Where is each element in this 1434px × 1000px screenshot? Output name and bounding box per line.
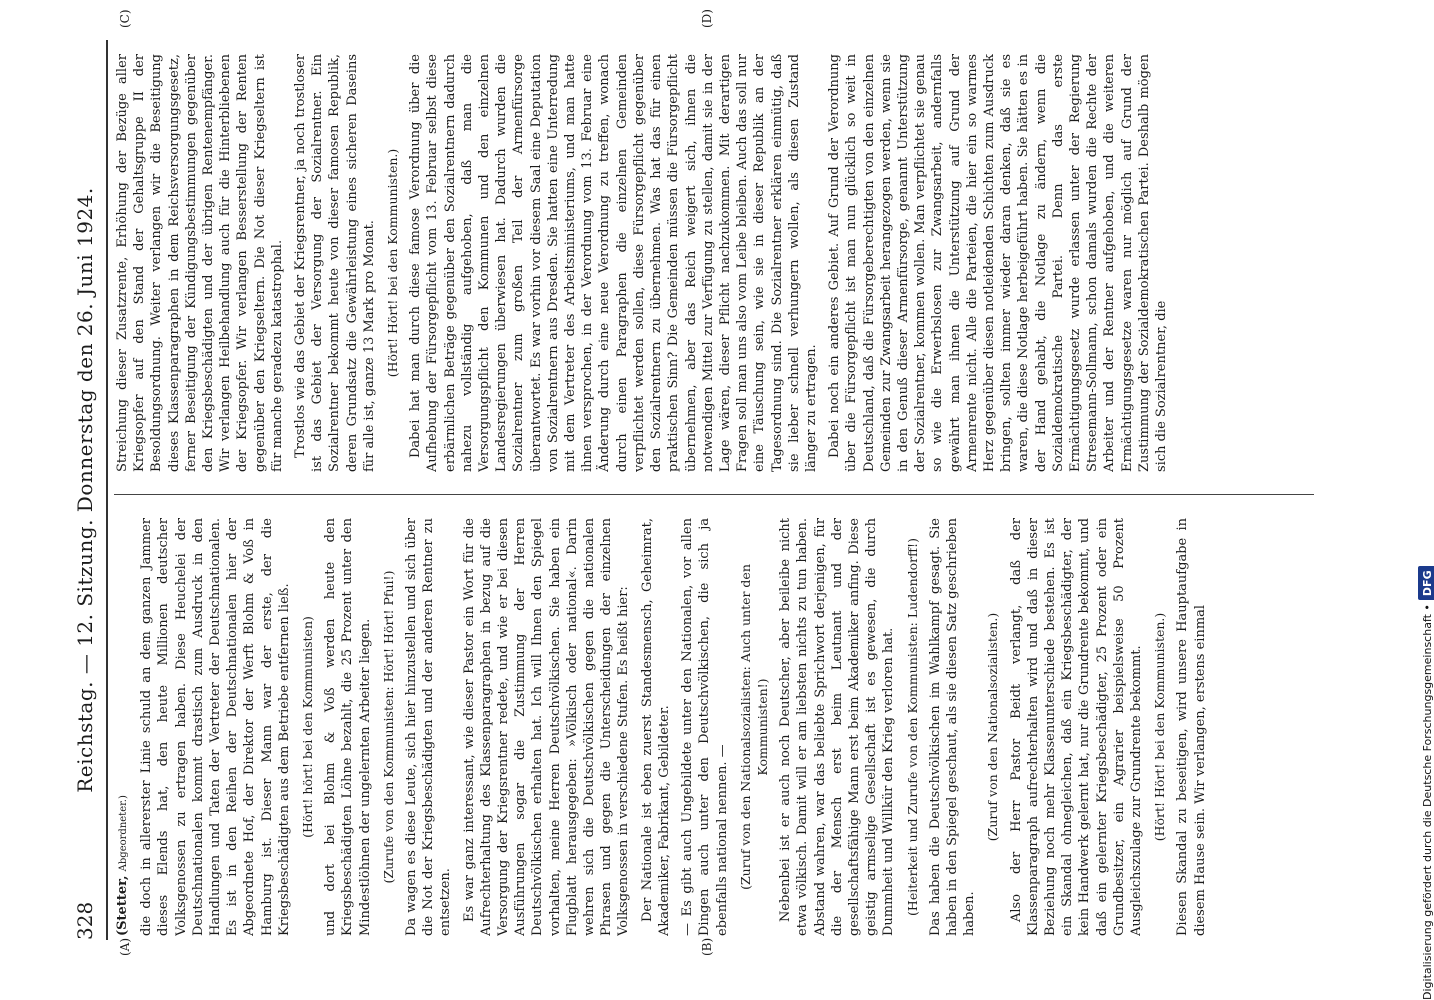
running-title: Reichstag. — 12. Sitzung. Donnerstag den 26. Juni 1924. xyxy=(73,187,97,793)
digitization-credit xyxy=(1418,0,1434,1000)
interjection: (Heiterkeit und Zurufe von den Kommunisten: Ludendorff!) xyxy=(904,538,920,916)
margin-marker-d: (D) xyxy=(700,9,714,28)
paragraph: Also der Herr Pastor Beidt verlangt, daß der Klassenparagraph aufrechterhalten wird und daß in dieser Beziehung noch mehr Klassenunterschiede bestehen. Es ist ein Skandal ohnegleichen, daß ein Kriegsbeschädigter, der kein Handwerk gelernt hat, nur die Grundrente bekommt, und daß ein gelernter Kriegsbeschädigter, 25 Prozent oder ein Grundbesitzer, ein Agrarier beispielsweise 50 Prozent Ausgleichszulage zur Grundrente bekommt. xyxy=(1008,518,1144,936)
margin-marker-b: (B) xyxy=(700,937,714,956)
paragraph: Diesen Skandal zu beseitigen, wird unsere Hauptaufgabe in diesem Hause sein. Wir verlangen, erstens einmal xyxy=(1175,518,1208,936)
quotation: Nebenbei ist er auch noch Deutscher, aber beileibe nicht etwa völkisch. Damit will er am liebsten nichts zu tun haben. Abstand wahren, war das beliebte Sprichwort derjenigen, für die der Mensch erst beim Leutnant und der gesellschaftsfähige Mann erst beim Akademiker anfing. Diese geistig armselige Gesellschaft ist es gewesen, die durch Dummheit und Willkür den Krieg verloren hat. xyxy=(778,518,897,936)
interjection: (Zuruf von den Nationalsozialisten: Auch unter den Kommunisten!) xyxy=(737,564,770,890)
dfg-logo: DFG xyxy=(1418,566,1434,600)
right-column xyxy=(114,54,1314,472)
paragraph: und dort bei Blohm & Voß werden heute den Kriegsbeschädigten Löhne bezahlt, die 25 Prozent unter den Mindestlöhnen der ungelernten Arbeiter liegen. xyxy=(323,518,373,936)
speaker-role: Abgeordneter.) xyxy=(118,795,129,872)
margin-marker-c: (C) xyxy=(118,9,132,28)
left-column xyxy=(114,518,1314,936)
interjection: (Hört! hört! bei den Kommunisten) xyxy=(300,616,316,838)
interjection: (Hört! Hört! bei den Kommunisten.) xyxy=(1152,612,1168,842)
interjection: (Zurufe von den Kommunisten: Hört! Hört! Pfui!) xyxy=(380,570,396,884)
page-number: 328 xyxy=(73,901,97,940)
paragraph: Dabei noch ein anderes Gebiet. Auf Grund der Verordnung über die Fürsorgepflicht ist man nun glücklich so weit in Deutschland, daß die Fürsorgeberechtigten von den einzelnen Gemeinden zur Zwangsarbeit herangezogen werden, wenn sie in den Genuß dieser Armenfürsorge, genannt Unterstützung der Sozialrentner, kommen wollen. Man verpflichtet sie genau so wie die Erwerbslosen zur Zwangsarbeit, andernfalls gewährt man ihnen die Unterstützung auf Grund der Armenrente nicht. Alle die Parteien, die hier ein so warmes Herz gegenüber diesen notleidenden Schichten zum Ausdruck bringen, sollten immer wieder daran denken, daß sie es waren, die diese Notlage herbeigeführt haben. Sie hätten es in der Hand gehabt, die Notlage zu ändern, wenn die Sozialdemokratische Partei. Denn das erste Ermächtigungsgesetz wurde erlassen unter der Regierung Stresemann-Sollmann, schon damals wurden die Rechte der Arbeiter und der Rentner aufgehoben, und die weiteren Ermächtigungsgesetze waren nur möglich auf Grund der Zustimmung der Sozialdemokratischen Partei. Deshalb mögen sich die Sozialrentner, die xyxy=(827,54,1169,472)
interjection: (Zuruf von den Nationalsozialisten.) xyxy=(985,612,1001,842)
paragraph: Trostlos wie das Gebiet der Kriegsrentner, ja noch trostloser ist das Gebiet der Versorgung der Sozialrentner. Ein Sozialrentner bekommt heute von dieser famosen Republik, deren Grundsatz die Gewährleistung eines sicheren Daseins für alle ist, ganze 13 Mark pro Monat. xyxy=(293,54,377,472)
interjection: (Hört! Hört! bei den Kommunisten.) xyxy=(385,148,401,378)
paragraph: — Es gibt auch Ungebildete unter den Nationalen, vor allen Dingen auch unter den Deutschvölkischen, die sich ja ebenfalls national nennen. — xyxy=(680,518,730,936)
paragraph: Da wagen es diese Leute, sich hier hinzustellen und sich über die Not der Kriegsbeschädigten und der anderen Rentner zu entsetzen. xyxy=(404,518,454,936)
paragraph: Es war ganz interessant, wie dieser Pastor ein Wort für die Aufrechterhaltung des Klassenparagraphen in bezug auf die Versorgung der Kriegsrentner redete, und wie er bei diesen Ausführungen sogar die Zustimmung der Herren Deutschvölkischen erhalten hat. Ich will Ihnen den Spiegel vorhalten, meine Herren Deutschvölkischen. Sie haben ein Flugblatt herausgegeben: »Völkisch oder national«. Darin wehren sich die Deutschvölkischen gegen die nationalen Phrasen und gegen die Unterscheidungen der einzelnen Volksgenossen in verschiedene Stufen. Es heißt hier: xyxy=(461,518,632,936)
margin-marker-a: (A) xyxy=(118,937,132,956)
column-divider xyxy=(114,494,1314,495)
paragraph: Das haben die Deutschvölkischen im Wahlkampf gesagt. Sie haben in den Spiegel geschaut, als sie diesen Satz geschrieben haben. xyxy=(927,518,978,936)
speaker-line xyxy=(114,518,132,936)
paragraph: Dabei hat man durch diese famose Verordnung über die Aufhebung der Fürsorgepflicht vom 13. Februar selbst diese erbärmlichen Beträge gegenüber den Sozialrentnern dadurch nahezu vollständig aufgehoben, daß man die Versorgungspflicht den Kommunen und den einzelnen Landesregierungen überwiesen hat. Dadurch wurden die Sozialrentner zum großen Teil der Armenfürsorge überantwortet. Es war vorhin vor diesem Saal eine Deputation von Sozialrentnern aus Dresden. Sie hatten eine Unterredung mit dem Vertreter des Arbeitsministeriums, und man hatte ihnen versprochen, in der Verordnung vom 13. Februar eine Änderung durch eine neue Verordnung zu treffen, wonach durch einen Paragraphen die einzelnen Gemeinden verpflichtet werden sollen, diese Fürsorgepflicht gegenüber den Sozialrentnern zu übernehmen. Was hat das für einen praktischen Sinn? Die Gemeinden müssen die Fürsorgepflicht übernehmen, aber das Reich weigert sich, ihnen die notwendigen Mittel zur Verfügung zu stellen, damit sie in der Lage wären, dieser Pflicht nachzukommen. Mit derartigen Fragen soll man uns also vom Leibe bleiben. Auch das soll nur eine Täuschung sein, wie sie in dieser Republik an der Tagesordnung sind. Die Sozialrentner erklären einmütig, daß sie lieber schnell verhungern wollen, als diesen Zustand länger zu ertragen. xyxy=(408,54,819,472)
quotation: Der Nationale ist eben zuerst Standesmensch, Geheimrat, Akademiker, Fabrikant, Gebildeter. xyxy=(639,518,672,936)
header-rule xyxy=(106,40,108,940)
page-header xyxy=(68,40,102,940)
paragraph: Streichung dieser Zusatzrente, Erhöhung der Bezüge aller Kriegsopfer auf den Stand der Gehaltsgruppe II der Besoldungsordnung. Weiter verlangen wir die Beseitigung dieses Klassenparagraphen in dem Reichsversorgungsgesetz, ferner Beseitigung der Kündigungsbestimmungen gegenüber den Kriegsbeschädigten und der übrigen Rentenempfänger. Wir verlangen Heilbehandlung auch für die Hinterbliebenen der Kriegsopfer. Wir verlangen Besserstellung der Renten gegenüber den Kriegseltern. Die Not dieser Kriegseltern ist für manche geradezu katastrophal. xyxy=(115,54,285,472)
paragraph: die doch in allererster Linie schuld an dem ganzen Jammer dieses Elends hat, den heute Millionen deutscher Volksgenossen zu ertragen haben. Diese Heuchelei der Deutschnationalen kommt drastisch zum Ausdruck in den Handlungen und Taten der Vertreter der Deutschnationalen. Es ist in den Reihen der Deutschnationalen hier der Abgeordnete Hof, der Direktor der Werft Blohm & Voß in Hamburg ist. Dieser Mann war der erste, der die Kriegsbeschädigten aus dem Betriebe entfernen ließ. xyxy=(139,518,292,936)
speaker-name: (Stetter, xyxy=(115,875,130,936)
credit-text: Digitalisierung gefördert durch die Deutsche Forschungsgemeinschaft • xyxy=(1421,604,1434,1000)
